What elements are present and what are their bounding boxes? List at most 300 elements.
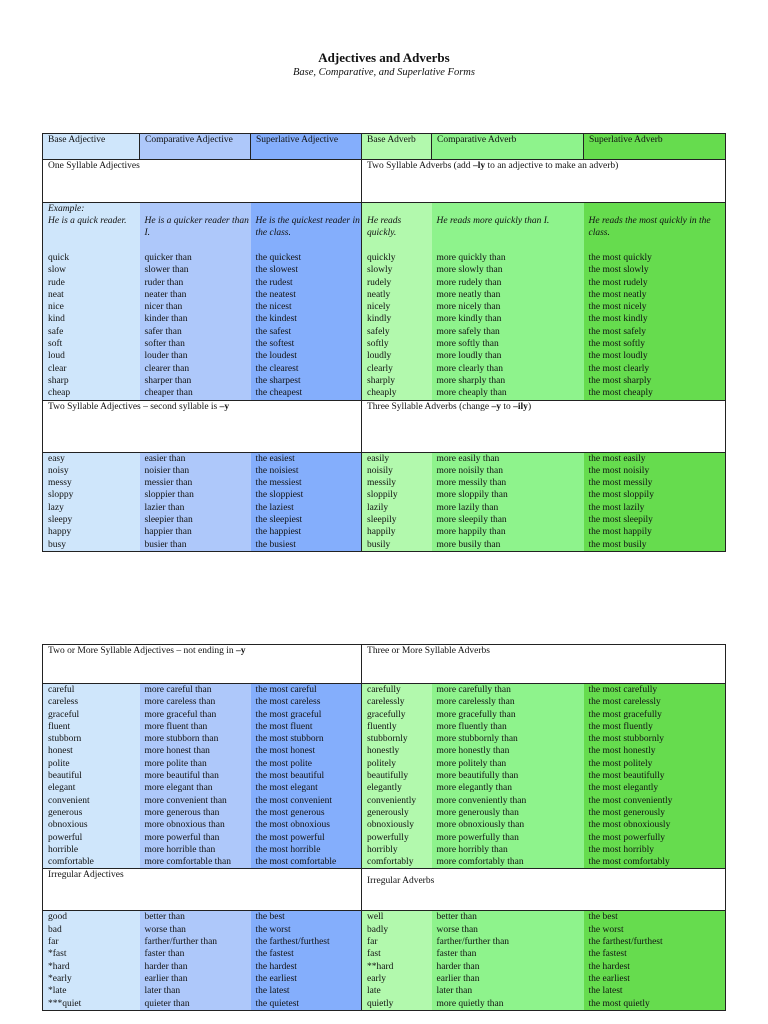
cell-base-adverb: politely xyxy=(362,758,432,770)
cell-base-adverb: kindly xyxy=(362,313,432,325)
cell-comparative-adjective: more careless than xyxy=(140,696,251,708)
table-row xyxy=(43,948,726,960)
cell-superlative-adverb: the most politely xyxy=(584,758,726,770)
table-row xyxy=(43,502,726,514)
cell-base-adjective: easy xyxy=(43,452,140,465)
cell-comparative-adjective: busier than xyxy=(140,539,251,552)
cell-base-adverb: rudely xyxy=(362,277,432,289)
cell-superlative-adjective: the quickest xyxy=(251,252,362,264)
cell-superlative-adjective: the most comfortable xyxy=(251,856,362,869)
cell-superlative-adverb: the worst xyxy=(584,924,726,936)
cell-base-adverb: sleepily xyxy=(362,514,432,526)
cell-superlative-adjective: the sharpest xyxy=(251,375,362,387)
cell-comparative-adverb: more clearly than xyxy=(432,363,584,375)
cell-base-adjective: slow xyxy=(43,264,140,276)
example-comparative-adjective: He is a quicker reader than I. xyxy=(140,203,251,253)
cell-base-adjective: bad xyxy=(43,924,140,936)
one-syllable-rows xyxy=(43,252,726,400)
cell-superlative-adjective: the neatest xyxy=(251,289,362,301)
cell-comparative-adverb: more comfortably than xyxy=(432,856,584,869)
cell-comparative-adverb: more obnoxiously than xyxy=(432,819,584,831)
cell-comparative-adjective: more convenient than xyxy=(140,795,251,807)
cell-base-adjective: messy xyxy=(43,477,140,489)
cell-superlative-adjective: the farthest/furthest xyxy=(251,936,362,948)
cell-superlative-adjective: the happiest xyxy=(251,526,362,538)
header-base-adjective: Base Adjective xyxy=(43,134,140,160)
cell-superlative-adjective: the most powerful xyxy=(251,832,362,844)
cell-superlative-adverb: the most messily xyxy=(584,477,726,489)
page-subtitle: Base, Comparative, and Superlative Forms xyxy=(293,67,475,78)
section-title-irregular-adverbs: Irregular Adverbs xyxy=(362,869,726,911)
cell-base-adverb: gracefully xyxy=(362,709,432,721)
cell-superlative-adverb: the most gracefully xyxy=(584,709,726,721)
table-row xyxy=(43,514,726,526)
cell-superlative-adverb: the most carelessly xyxy=(584,696,726,708)
cell-comparative-adjective: earlier than xyxy=(140,973,251,985)
header-row xyxy=(43,134,726,160)
cell-superlative-adverb: the most happily xyxy=(584,526,726,538)
table-row xyxy=(43,289,726,301)
cell-superlative-adverb: the most carefully xyxy=(584,684,726,697)
cell-comparative-adjective: happier than xyxy=(140,526,251,538)
cell-base-adjective: polite xyxy=(43,758,140,770)
cell-comparative-adverb: more safely than xyxy=(432,326,584,338)
cell-base-adverb: happily xyxy=(362,526,432,538)
cell-comparative-adjective: more careful than xyxy=(140,684,251,697)
cell-superlative-adjective: the busiest xyxy=(251,539,362,552)
cell-base-adjective: convenient xyxy=(43,795,140,807)
cell-superlative-adverb: the most horribly xyxy=(584,844,726,856)
cell-superlative-adverb: the most conveniently xyxy=(584,795,726,807)
cell-superlative-adjective: the most polite xyxy=(251,758,362,770)
cell-base-adverb: quickly xyxy=(362,252,432,264)
cell-comparative-adjective: more obnoxious than xyxy=(140,819,251,831)
table-row xyxy=(43,911,726,924)
cell-comparative-adjective: more elegant than xyxy=(140,782,251,794)
cell-base-adjective: sleepy xyxy=(43,514,140,526)
cell-superlative-adjective: the cheapest xyxy=(251,387,362,400)
cell-base-adjective: busy xyxy=(43,539,140,552)
table-row xyxy=(43,733,726,745)
cell-superlative-adverb: the most stubbornly xyxy=(584,733,726,745)
cell-comparative-adverb: more powerfully than xyxy=(432,832,584,844)
cell-comparative-adverb: worse than xyxy=(432,924,584,936)
irregular-rows xyxy=(43,911,726,1010)
cell-base-adverb: safely xyxy=(362,326,432,338)
cell-base-adverb: cheaply xyxy=(362,387,432,400)
cell-comparative-adverb: harder than xyxy=(432,961,584,973)
cell-superlative-adverb: the most fluently xyxy=(584,721,726,733)
section-title-irregular-adjectives: Irregular Adjectives xyxy=(43,869,362,911)
cell-superlative-adverb: the most slowly xyxy=(584,264,726,276)
cell-superlative-adverb: the farthest/furthest xyxy=(584,936,726,948)
header-comparative-adverb: Comparative Adverb xyxy=(432,134,584,160)
table-row xyxy=(43,375,726,387)
cell-comparative-adjective: more generous than xyxy=(140,807,251,819)
page-title: Adjectives and Adverbs xyxy=(318,50,450,65)
example-row xyxy=(43,203,726,253)
table-row xyxy=(43,452,726,465)
cell-superlative-adverb: the most lazily xyxy=(584,502,726,514)
cell-base-adverb: nicely xyxy=(362,301,432,313)
table-row xyxy=(43,326,726,338)
cell-base-adjective: loud xyxy=(43,350,140,362)
cell-comparative-adjective: more stubborn than xyxy=(140,733,251,745)
cell-superlative-adjective: the most elegant xyxy=(251,782,362,794)
cell-comparative-adjective: more graceful than xyxy=(140,709,251,721)
cell-base-adjective: neat xyxy=(43,289,140,301)
cell-base-adjective: careful xyxy=(43,684,140,697)
cell-superlative-adverb: the fastest xyxy=(584,948,726,960)
cell-comparative-adverb: more nicely than xyxy=(432,301,584,313)
header-superlative-adverb: Superlative Adverb xyxy=(584,134,726,160)
section-title-three-syllable-adverbs: Three Syllable Adverbs (change –y to –ily) xyxy=(362,400,726,452)
table-row xyxy=(43,998,726,1011)
cell-base-adjective: *late xyxy=(43,985,140,997)
cell-base-adverb: neatly xyxy=(362,289,432,301)
header-superlative-adjective: Superlative Adjective xyxy=(251,134,362,160)
cell-comparative-adjective: softer than xyxy=(140,338,251,350)
cell-comparative-adverb: more kindly than xyxy=(432,313,584,325)
cell-comparative-adverb: more quietly than xyxy=(432,998,584,1011)
cell-superlative-adverb: the earliest xyxy=(584,973,726,985)
table-row xyxy=(43,363,726,375)
cell-base-adjective: happy xyxy=(43,526,140,538)
section-title-two-syllable-adjectives: Two Syllable Adjectives – second syllable is –y xyxy=(43,400,362,452)
cell-superlative-adverb: the most generously xyxy=(584,807,726,819)
cell-comparative-adverb: faster than xyxy=(432,948,584,960)
table-row xyxy=(43,721,726,733)
cell-base-adverb: obnoxiously xyxy=(362,819,432,831)
cell-superlative-adverb: the most kindly xyxy=(584,313,726,325)
cell-base-adjective: rude xyxy=(43,277,140,289)
cell-comparative-adjective: ruder than xyxy=(140,277,251,289)
section-heading-row xyxy=(43,160,726,203)
cell-superlative-adjective: the loudest xyxy=(251,350,362,362)
cell-base-adverb: carelessly xyxy=(362,696,432,708)
cell-superlative-adverb: the most loudly xyxy=(584,350,726,362)
cell-superlative-adjective: the nicest xyxy=(251,301,362,313)
table-row xyxy=(43,301,726,313)
table-row xyxy=(43,745,726,757)
cell-superlative-adjective: the earliest xyxy=(251,973,362,985)
cell-comparative-adjective: louder than xyxy=(140,350,251,362)
cell-comparative-adverb: more slowly than xyxy=(432,264,584,276)
cell-superlative-adjective: the clearest xyxy=(251,363,362,375)
cell-superlative-adjective: the rudest xyxy=(251,277,362,289)
cell-base-adjective: sharp xyxy=(43,375,140,387)
table-row xyxy=(43,973,726,985)
cell-superlative-adjective: the most horrible xyxy=(251,844,362,856)
cell-base-adverb: badly xyxy=(362,924,432,936)
cell-superlative-adverb: the most sleepily xyxy=(584,514,726,526)
table-row xyxy=(43,758,726,770)
cell-base-adjective: good xyxy=(43,911,140,924)
cell-base-adverb: lazily xyxy=(362,502,432,514)
cell-comparative-adverb: more sleepily than xyxy=(432,514,584,526)
cell-superlative-adjective: the most graceful xyxy=(251,709,362,721)
cell-superlative-adverb: the most busily xyxy=(584,539,726,552)
cell-base-adverb: carefully xyxy=(362,684,432,697)
cell-base-adverb: generously xyxy=(362,807,432,819)
cell-comparative-adjective: more beautiful than xyxy=(140,770,251,782)
cell-superlative-adjective: the most generous xyxy=(251,807,362,819)
cell-base-adverb: horribly xyxy=(362,844,432,856)
cell-superlative-adjective: the slowest xyxy=(251,264,362,276)
cell-comparative-adjective: easier than xyxy=(140,452,251,465)
cell-comparative-adjective: faster than xyxy=(140,948,251,960)
cell-superlative-adjective: the most convenient xyxy=(251,795,362,807)
cell-base-adverb: beautifully xyxy=(362,770,432,782)
section-title-one-syllable-adjectives: One Syllable Adjectives xyxy=(43,160,362,203)
cell-comparative-adjective: farther/further than xyxy=(140,936,251,948)
cell-base-adjective: obnoxious xyxy=(43,819,140,831)
cell-comparative-adjective: more honest than xyxy=(140,745,251,757)
section-heading-row xyxy=(43,869,726,911)
cell-base-adjective: ***quiet xyxy=(43,998,140,1011)
cell-superlative-adverb: the most noisily xyxy=(584,465,726,477)
example-base-adjective: Example: He is a quick reader. xyxy=(43,203,140,253)
cell-superlative-adverb: the most safely xyxy=(584,326,726,338)
cell-comparative-adverb: more gracefully than xyxy=(432,709,584,721)
table-row xyxy=(43,277,726,289)
cell-base-adjective: comfortable xyxy=(43,856,140,869)
table-row xyxy=(43,264,726,276)
cell-comparative-adjective: more horrible than xyxy=(140,844,251,856)
cell-superlative-adverb: the most sharply xyxy=(584,375,726,387)
cell-superlative-adjective: the most fluent xyxy=(251,721,362,733)
cell-base-adverb: slowly xyxy=(362,264,432,276)
cell-superlative-adverb: the latest xyxy=(584,985,726,997)
cell-base-adverb: easily xyxy=(362,452,432,465)
cell-base-adverb: comfortably xyxy=(362,856,432,869)
table-row xyxy=(43,465,726,477)
cell-base-adjective: honest xyxy=(43,745,140,757)
cell-base-adverb: early xyxy=(362,973,432,985)
cell-base-adjective: nice xyxy=(43,301,140,313)
table-row xyxy=(43,684,726,697)
cell-comparative-adjective: harder than xyxy=(140,961,251,973)
cell-comparative-adverb: more horribly than xyxy=(432,844,584,856)
cell-base-adjective: *hard xyxy=(43,961,140,973)
cell-base-adjective: graceful xyxy=(43,709,140,721)
cell-superlative-adverb: the most obnoxiously xyxy=(584,819,726,831)
cell-superlative-adverb: the most nicely xyxy=(584,301,726,313)
cell-superlative-adjective: the softest xyxy=(251,338,362,350)
table-row xyxy=(43,313,726,325)
cell-comparative-adjective: lazier than xyxy=(140,502,251,514)
table-row xyxy=(43,338,726,350)
cell-base-adverb: stubbornly xyxy=(362,733,432,745)
cell-superlative-adjective: the best xyxy=(251,911,362,924)
cell-base-adverb: sharply xyxy=(362,375,432,387)
cell-comparative-adjective: quicker than xyxy=(140,252,251,264)
cell-superlative-adjective: the most stubborn xyxy=(251,733,362,745)
cell-base-adverb: quietly xyxy=(362,998,432,1011)
cell-comparative-adverb: better than xyxy=(432,911,584,924)
cell-comparative-adjective: safer than xyxy=(140,326,251,338)
cell-superlative-adjective: the sloppiest xyxy=(251,489,362,501)
cell-base-adjective: lazy xyxy=(43,502,140,514)
cell-comparative-adjective: later than xyxy=(140,985,251,997)
example-superlative-adjective: He is the quickest reader in the class. xyxy=(251,203,362,253)
cell-comparative-adverb: later than xyxy=(432,985,584,997)
multi-syllable-rows xyxy=(43,684,726,869)
cell-superlative-adjective: the worst xyxy=(251,924,362,936)
cell-base-adjective: *fast xyxy=(43,948,140,960)
table-row xyxy=(43,961,726,973)
table-row xyxy=(43,489,726,501)
cell-base-adjective: kind xyxy=(43,313,140,325)
cell-superlative-adverb: the most sloppily xyxy=(584,489,726,501)
section-title-multi-syllable-adverbs: Three or More Syllable Adverbs xyxy=(362,645,726,684)
cell-comparative-adverb: earlier than xyxy=(432,973,584,985)
cell-superlative-adjective: the hardest xyxy=(251,961,362,973)
cell-comparative-adverb: more busily than xyxy=(432,539,584,552)
example-comparative-adverb: He reads more quickly than I. xyxy=(432,203,584,253)
cell-base-adverb: conveniently xyxy=(362,795,432,807)
cell-base-adjective: elegant xyxy=(43,782,140,794)
cell-comparative-adverb: more carelessly than xyxy=(432,696,584,708)
cell-comparative-adverb: more conveniently than xyxy=(432,795,584,807)
cell-comparative-adjective: neater than xyxy=(140,289,251,301)
cell-comparative-adjective: noisier than xyxy=(140,465,251,477)
cell-comparative-adverb: more softly than xyxy=(432,338,584,350)
cell-base-adjective: cheap xyxy=(43,387,140,400)
table-row xyxy=(43,350,726,362)
cell-superlative-adjective: the easiest xyxy=(251,452,362,465)
cell-superlative-adverb: the most beautifully xyxy=(584,770,726,782)
cell-comparative-adjective: messier than xyxy=(140,477,251,489)
table-row xyxy=(43,856,726,869)
table-row xyxy=(43,832,726,844)
table-row xyxy=(43,770,726,782)
cell-comparative-adverb: more quickly than xyxy=(432,252,584,264)
cell-superlative-adjective: the noisiest xyxy=(251,465,362,477)
cell-comparative-adjective: sharper than xyxy=(140,375,251,387)
forms-table-bottom xyxy=(42,644,726,1011)
cell-comparative-adverb: more rudely than xyxy=(432,277,584,289)
cell-comparative-adjective: slower than xyxy=(140,264,251,276)
table-row xyxy=(43,844,726,856)
cell-comparative-adjective: clearer than xyxy=(140,363,251,375)
cell-superlative-adjective: the most careful xyxy=(251,684,362,697)
cell-comparative-adjective: sloppier than xyxy=(140,489,251,501)
cell-comparative-adverb: more elegantly than xyxy=(432,782,584,794)
cell-comparative-adverb: more noisily than xyxy=(432,465,584,477)
section-title-multi-syllable-adjectives: Two or More Syllable Adjectives – not ending in –y xyxy=(43,645,362,684)
cell-superlative-adverb: the most cheaply xyxy=(584,387,726,400)
cell-superlative-adjective: the messiest xyxy=(251,477,362,489)
cell-superlative-adjective: the laziest xyxy=(251,502,362,514)
cell-comparative-adjective: more powerful than xyxy=(140,832,251,844)
table-row xyxy=(43,539,726,552)
cell-comparative-adjective: better than xyxy=(140,911,251,924)
cell-superlative-adjective: the quietest xyxy=(251,998,362,1011)
cell-superlative-adjective: the fastest xyxy=(251,948,362,960)
forms-table-top xyxy=(42,133,726,552)
cell-base-adverb: fast xyxy=(362,948,432,960)
table-row xyxy=(43,819,726,831)
cell-base-adverb: fluently xyxy=(362,721,432,733)
cell-superlative-adjective: the kindest xyxy=(251,313,362,325)
cell-base-adverb: far xyxy=(362,936,432,948)
cell-base-adverb: clearly xyxy=(362,363,432,375)
cell-base-adverb: messily xyxy=(362,477,432,489)
cell-superlative-adjective: the safest xyxy=(251,326,362,338)
cell-base-adjective: far xyxy=(43,936,140,948)
cell-base-adjective: soft xyxy=(43,338,140,350)
table-row xyxy=(43,782,726,794)
cell-superlative-adverb: the most clearly xyxy=(584,363,726,375)
cell-comparative-adverb: more honestly than xyxy=(432,745,584,757)
table-row xyxy=(43,795,726,807)
cell-base-adjective: horrible xyxy=(43,844,140,856)
cell-comparative-adverb: more carefully than xyxy=(432,684,584,697)
cell-superlative-adjective: the most obnoxious xyxy=(251,819,362,831)
cell-base-adverb: softly xyxy=(362,338,432,350)
cell-comparative-adjective: more polite than xyxy=(140,758,251,770)
cell-superlative-adverb: the best xyxy=(584,911,726,924)
cell-base-adverb: elegantly xyxy=(362,782,432,794)
cell-base-adverb: busily xyxy=(362,539,432,552)
cell-comparative-adjective: nicer than xyxy=(140,301,251,313)
cell-superlative-adverb: the most honestly xyxy=(584,745,726,757)
cell-superlative-adverb: the most quickly xyxy=(584,252,726,264)
cell-comparative-adjective: kinder than xyxy=(140,313,251,325)
cell-base-adjective: *early xyxy=(43,973,140,985)
cell-base-adverb: powerfully xyxy=(362,832,432,844)
cell-base-adverb: **hard xyxy=(362,961,432,973)
cell-superlative-adjective: the most beautiful xyxy=(251,770,362,782)
cell-comparative-adjective: quieter than xyxy=(140,998,251,1011)
table-row xyxy=(43,477,726,489)
table-row xyxy=(43,985,726,997)
cell-comparative-adverb: more fluently than xyxy=(432,721,584,733)
cell-superlative-adjective: the sleepiest xyxy=(251,514,362,526)
cell-comparative-adverb: more stubbornly than xyxy=(432,733,584,745)
cell-base-adverb: loudly xyxy=(362,350,432,362)
cell-comparative-adjective: cheaper than xyxy=(140,387,251,400)
cell-base-adverb: late xyxy=(362,985,432,997)
cell-comparative-adverb: more messily than xyxy=(432,477,584,489)
two-syllable-rows xyxy=(43,452,726,551)
header-base-adverb: Base Adverb xyxy=(362,134,432,160)
cell-superlative-adverb: the hardest xyxy=(584,961,726,973)
cell-superlative-adjective: the most honest xyxy=(251,745,362,757)
cell-base-adjective: quick xyxy=(43,252,140,264)
cell-superlative-adjective: the latest xyxy=(251,985,362,997)
example-base-adverb: He reads quickly. xyxy=(362,203,432,253)
cell-comparative-adverb: more sharply than xyxy=(432,375,584,387)
cell-base-adverb: well xyxy=(362,911,432,924)
cell-base-adjective: noisy xyxy=(43,465,140,477)
cell-base-adjective: fluent xyxy=(43,721,140,733)
table-row xyxy=(43,709,726,721)
table-row xyxy=(43,807,726,819)
cell-base-adjective: stubborn xyxy=(43,733,140,745)
cell-base-adverb: honestly xyxy=(362,745,432,757)
cell-comparative-adverb: more lazily than xyxy=(432,502,584,514)
cell-comparative-adjective: more fluent than xyxy=(140,721,251,733)
cell-base-adjective: powerful xyxy=(43,832,140,844)
table-row xyxy=(43,526,726,538)
header-comparative-adjective: Comparative Adjective xyxy=(140,134,251,160)
cell-base-adverb: sloppily xyxy=(362,489,432,501)
cell-superlative-adverb: the most neatly xyxy=(584,289,726,301)
cell-comparative-adverb: more easily than xyxy=(432,452,584,465)
cell-base-adjective: clear xyxy=(43,363,140,375)
